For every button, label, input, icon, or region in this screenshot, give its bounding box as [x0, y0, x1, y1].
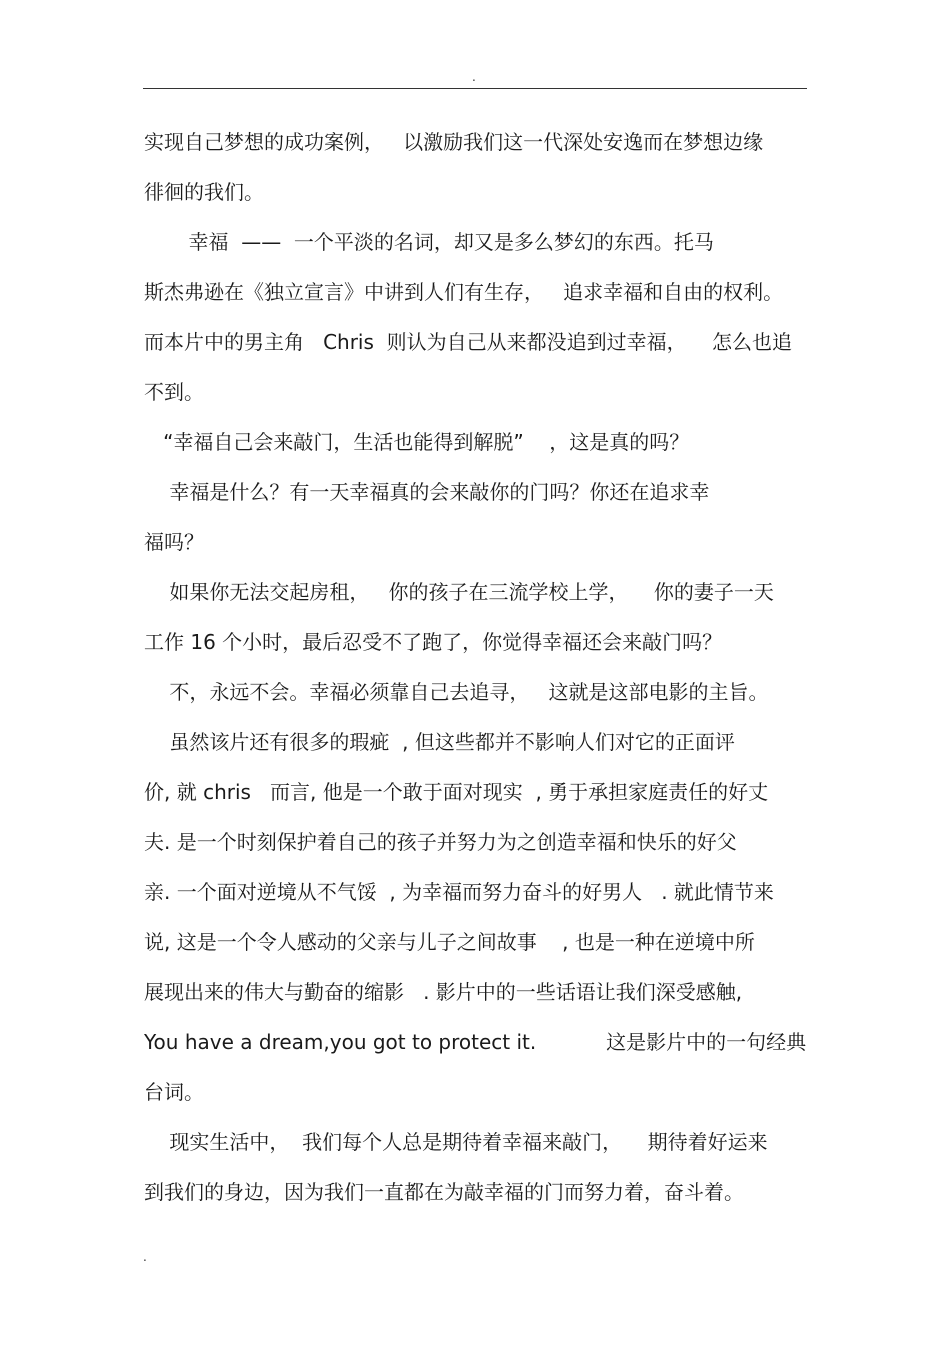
text-line: 不，永远不会。幸福必须靠自己去追寻， 这就是这部电影的主旨。	[144, 680, 769, 704]
text-line: 台词。	[144, 1080, 204, 1104]
header-mark: .	[472, 70, 476, 84]
text-line: 幸福 —— 一个平淡的名词，却又是多么梦幻的东西。托马	[144, 230, 714, 254]
text-line: 说, 这是一个令人感动的父亲与儿子之间故事 , 也是一种在逆境中所	[144, 930, 755, 954]
text-line: 而本片中的男主角 Chris 则认为自己从来都没追到过幸福， 怎么也追	[144, 330, 793, 354]
text-line: 徘徊的我们。	[144, 180, 264, 204]
text-line: 如果你无法交起房租， 你的孩子在三流学校上学， 你的妻子一天	[144, 580, 774, 604]
text-line: 夫. 是一个时刻保护着自己的孩子并努力为之创造幸福和快乐的好父	[144, 830, 737, 854]
text-line: 实现自己梦想的成功案例， 以激励我们这一代深处安逸而在梦想边缘	[144, 130, 764, 154]
text-line: 虽然该片还有很多的瑕疵 , 但这些都并不影响人们对它的正面评	[144, 730, 735, 754]
text-line: 不到。	[144, 380, 204, 404]
text-line: You have a dream,you got to protect it. 这是影片中的一句经典	[144, 1030, 807, 1054]
text-line: 现实生活中， 我们每个人总是期待着幸福来敲门， 期待着好运来	[144, 1130, 768, 1154]
text-line: “幸福自己会来敲门，生活也能得到解脱” ，这是真的吗？	[144, 430, 690, 454]
text-line: 展现出来的伟大与勤奋的缩影 . 影片中的一些话语让我们深受感触,	[144, 980, 743, 1004]
text-line: 斯杰弗逊在《独立宣言》中讲到人们有生存， 追求幸福和自由的权利。	[144, 280, 784, 304]
footer-mark: .	[143, 1250, 147, 1264]
text-line: 幸福是什么？有一天幸福真的会来敲你的门吗？你还在追求幸	[144, 480, 710, 504]
text-line: 工作 16 个小时，最后忍受不了跑了，你觉得幸福还会来敲门吗？	[144, 630, 723, 654]
header-rule	[143, 88, 807, 89]
text-line: 福吗？	[144, 530, 204, 554]
text-line: 价, 就 chris 而言, 他是一个敢于面对现实 , 勇于承担家庭责任的好丈	[144, 780, 769, 804]
text-line: 亲. 一个面对逆境从不气馁 , 为幸福而努力奋斗的好男人 . 就此情节来	[144, 880, 774, 904]
text-line: 到我们的身边，因为我们一直都在为敲幸福的门而努力着，奋斗着。	[144, 1180, 744, 1204]
